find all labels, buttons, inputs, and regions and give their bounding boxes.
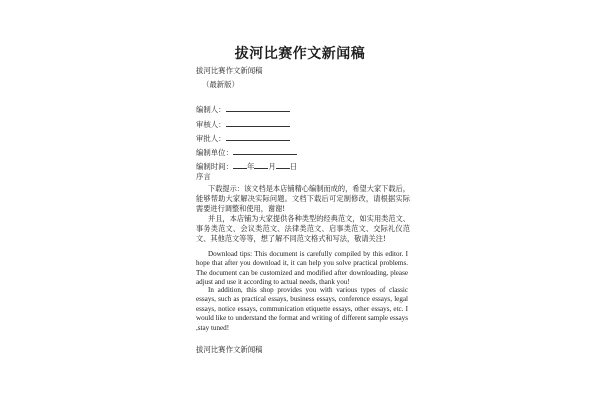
paragraph-cn-1: 下载提示：该文档是本店铺精心编制而成的，希望大家下载后，能够帮助大家解决实际问题。文档下载后可定制修改，请根据实际需要进行调整和使用，谢谢!	[196, 184, 410, 213]
paragraph-cn-2: 并且，本店铺为大家提供各种类型的经典范文，如实用类范文、事务类范文、会议类范文、法律类范文、启事类范文、交际礼仪范文、其他范文等等，想了解不同范文格式和写法，敬请关注!	[196, 214, 410, 243]
edition-label: （最新版）	[202, 80, 239, 89]
approver-blank	[226, 132, 290, 141]
editor-blank	[226, 103, 290, 112]
month-label: 月	[268, 162, 276, 171]
reviewer-field	[196, 118, 290, 130]
approver-field	[196, 132, 290, 144]
approver-label: 审批人：	[196, 134, 226, 143]
month-blank	[254, 160, 268, 169]
year-label: 年	[246, 162, 255, 171]
unit-blank	[233, 146, 297, 155]
reviewer-label: 审核人：	[196, 120, 226, 129]
paragraph-en-2: In addition, this shop provides you with various types of classic essays, such as practical essays, business essays, conference essays, legal essays, notice essays, communication etiquette essays, other essays, etc. I would like to understand the format and writing of different sample essays ,stay tuned!	[196, 286, 408, 332]
day-blank	[276, 160, 290, 169]
footer-title: 拔河比赛作文新闻稿	[196, 345, 263, 354]
unit-label: 编制单位：	[196, 148, 233, 157]
editor-label: 编制人：	[196, 105, 226, 114]
day-label: 日	[289, 162, 298, 171]
time-field	[196, 160, 297, 172]
time-label: 编制时间：	[196, 162, 233, 171]
unit-field	[196, 146, 297, 158]
year-blank	[233, 160, 247, 169]
document-subtitle: 拔河比赛作文新闻稿	[196, 66, 263, 75]
paragraph-en-1: Download tips: This document is carefully compiled by this editor. I hope that after you download it, it can help you solve practical problems. The document can be customized and modified after downloading, please adjust and use it according to actual needs, thank you!	[196, 250, 408, 287]
reviewer-blank	[226, 118, 290, 127]
preface-heading: 序言	[196, 172, 211, 181]
document-title: 拔河比赛作文新闻稿	[234, 46, 366, 62]
editor-field	[196, 103, 290, 115]
